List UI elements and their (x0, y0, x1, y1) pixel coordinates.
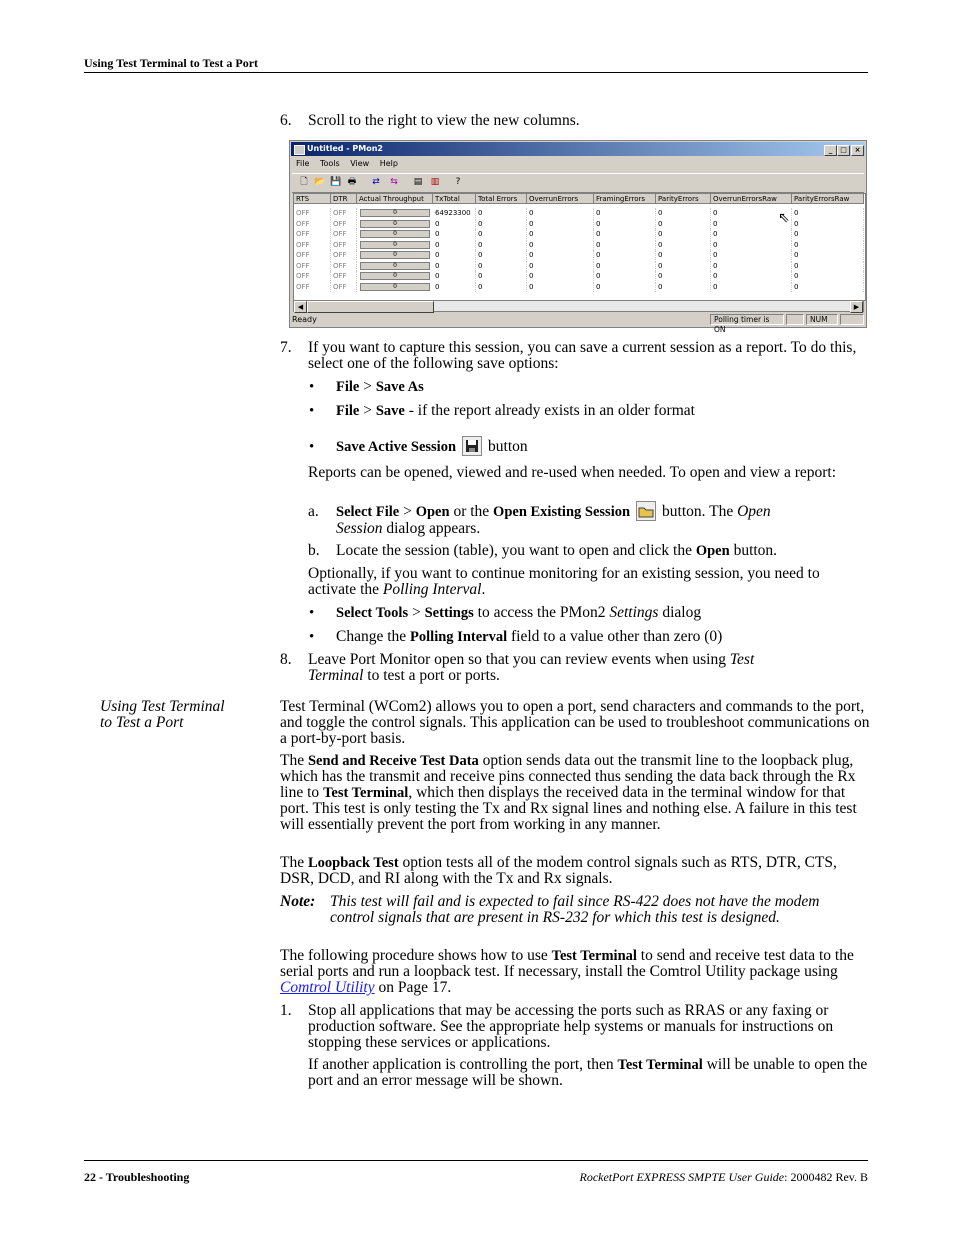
table-cell: OFF (294, 250, 331, 260)
table-cell: 0 (476, 282, 527, 292)
bullet: • (309, 605, 315, 621)
menu-file[interactable]: File (296, 159, 310, 168)
table-cell: 0 (656, 240, 711, 250)
table-cell: 0 (594, 240, 656, 250)
mouse-cursor-icon: ⇖ (778, 210, 790, 226)
separator: > (399, 503, 416, 520)
new-icon[interactable]: 🗋 (300, 177, 308, 187)
table-cell: 0 (656, 219, 711, 229)
table-cell: 0 (476, 250, 527, 260)
help-icon[interactable]: ? (455, 177, 461, 187)
bullet-text: - if the report already exists in an older format (404, 402, 695, 419)
note-text: This test will fail and is expected to fail since RS-422 does not have the modem control signals that are present in RS-232 for which this test is designed. (330, 893, 820, 926)
bullet-text: dialog (658, 604, 702, 621)
footer-rule (84, 1160, 868, 1161)
table-cell: 0 (711, 240, 792, 250)
throughput-bar: 0 (360, 220, 430, 228)
paragraph-text: option sends data out the transmit line to the loopback plug, which has the transmit and receive pins connected thus sending the data back through the Rx line to (280, 752, 856, 801)
paragraph-text: If another application is controlling the port, then (308, 1056, 618, 1073)
section-paragraph-4 (280, 948, 870, 996)
menu-tools[interactable]: Tools (319, 159, 340, 168)
button-name: Open Existing Session (493, 504, 631, 520)
option-name: Loopback Test (307, 855, 399, 871)
bullet: • (309, 629, 315, 645)
dialog-name: Open (737, 503, 771, 520)
step-8-number: 8. (280, 651, 292, 668)
dialog-name: Settings (609, 604, 659, 621)
status-num: NUM (806, 314, 838, 325)
sub-step-text: or the (449, 503, 494, 520)
list2-icon[interactable]: ▥ (430, 177, 440, 187)
table-cell: 0 (433, 229, 476, 239)
app-name: Test (729, 651, 755, 668)
column-header[interactable]: ParityErrors (656, 194, 711, 204)
option-name: Send and Receive Test Data (307, 753, 479, 769)
table-cell: 0 (476, 261, 527, 271)
table-cell: OFF (331, 229, 357, 239)
paragraph-text: The (280, 854, 308, 871)
bullet-save-active-session (336, 436, 528, 456)
column-header[interactable]: OverrunErrors (527, 194, 594, 204)
step-1-followup (308, 1057, 870, 1089)
section-paragraph-1: Test Terminal (WCom2) allows you to open a port, send characters and commands to the port, and toggle the control signals. This application can be used to troubleshoot communications on a port-by-port basis. (280, 698, 870, 747)
sub-step-b (336, 543, 777, 559)
table-cell: 0 (594, 282, 656, 292)
bullet-text: button (488, 438, 528, 455)
table-cell: 0 (476, 229, 527, 239)
bullet-text: field to a value other than zero (0) (507, 628, 723, 645)
table-cell: 0 (711, 271, 792, 281)
table-cell: OFF (331, 271, 357, 281)
bullet-text: to access the PMon2 (473, 604, 610, 621)
step-6-number: 6. (280, 112, 292, 129)
paragraph-text: . (481, 581, 486, 598)
column-header[interactable]: Total Errors (476, 194, 527, 204)
table-cell: 0 (527, 271, 594, 281)
section-paragraph-3 (280, 855, 870, 887)
table-cell: 0 (527, 250, 594, 260)
table-cell: 0 (656, 282, 711, 292)
table-cell: 0 (711, 282, 792, 292)
menu-help[interactable]: Help (379, 159, 398, 168)
sub-step-a (336, 501, 870, 537)
table-cell: 0 (792, 208, 864, 218)
app-icon (294, 145, 305, 155)
throughput-bar: 0 (360, 241, 430, 249)
table-cell: 0 (656, 229, 711, 239)
separator: > (359, 402, 376, 419)
app-name: Test Terminal (323, 785, 409, 801)
sub-step-text: dialog appears. (382, 520, 481, 537)
table-cell: OFF (331, 240, 357, 250)
footer-left: 22 - Troubleshooting (84, 1170, 190, 1184)
bullet-settings (336, 605, 701, 621)
table-cell: 0 (594, 229, 656, 239)
section-side-heading (100, 699, 225, 731)
window-titlebar (291, 142, 865, 156)
table-cell: 0 (711, 208, 792, 218)
table-cell: OFF (331, 208, 357, 218)
dialog-name: Session (336, 520, 383, 537)
paragraph-text: option tests all of the modem control signals such as RTS, DTR, CTS, DSR, DCD, and RI along with the Tx and Rx signals. (280, 854, 837, 887)
menu-path: Save As (375, 379, 424, 395)
bullet: • (309, 379, 315, 395)
column-header[interactable]: TxTotal (433, 194, 476, 204)
status-bar (292, 314, 864, 334)
scroll-left-icon[interactable]: ◀ (294, 301, 307, 313)
table-cell: 0 (711, 261, 792, 271)
table-cell: OFF (294, 271, 331, 281)
column-header[interactable]: ParityErrorsRaw (792, 194, 864, 204)
table-cell: 0 (594, 261, 656, 271)
table-cell: 0 (656, 208, 711, 218)
throughput-bar: 0 (360, 209, 430, 217)
table-cell: 0 (527, 219, 594, 229)
optional-paragraph (308, 566, 858, 598)
table-cell: 0 (711, 250, 792, 260)
step-7-text: If you want to capture this session, you can save a current session as a report. To do this, select one of the following save options: (308, 339, 857, 372)
throughput-bar: 0 (360, 251, 430, 259)
paragraph-text: to send and receive test data to the serial ports and run a loopback test. If necessary, install the Comtrol Utility package using (280, 947, 854, 980)
throughput-bar: 0 (360, 283, 430, 291)
running-header: Using Test Terminal to Test a Port (84, 56, 259, 70)
horizontal-scrollbar[interactable] (293, 300, 864, 312)
app-name: Test Terminal (617, 1057, 703, 1073)
table-cell: 0 (476, 240, 527, 250)
column-header[interactable]: OverrunErrorsRaw (711, 194, 792, 204)
sub-step-text: Locate the session (table), you want to open and click the (336, 542, 696, 559)
throughput-bar: 0 (360, 262, 430, 270)
table-cell: 0 (594, 271, 656, 281)
bullet-text: Change the (336, 628, 411, 645)
table-cell: 0 (792, 261, 864, 271)
reports-paragraph: Reports can be opened, viewed and re-used when needed. To open and view a report: (308, 464, 837, 481)
table-cell: 0 (656, 250, 711, 260)
button-name: Save Active Session (336, 439, 457, 455)
window-title: Untitled - PMon2 (307, 144, 383, 153)
button-name: Open (695, 543, 730, 559)
separator: > (408, 604, 425, 621)
table-cell: 0 (527, 240, 594, 250)
table-cell: 0 (656, 261, 711, 271)
table-cell: 0 (594, 250, 656, 260)
port2-icon[interactable]: ⇆ (390, 177, 398, 187)
note-label: Note: (280, 893, 316, 910)
step-8-text (308, 652, 870, 684)
toolbar (292, 173, 864, 193)
table-cell: 0 (711, 219, 792, 229)
print-icon[interactable]: 🖶 (347, 177, 357, 187)
save-icon (462, 436, 482, 456)
table-cell: 0 (792, 250, 864, 260)
paragraph-text: The following procedure shows how to use (280, 947, 552, 964)
table-cell: 0 (527, 208, 594, 218)
table-cell: OFF (294, 261, 331, 271)
step-text: Leave Port Monitor open so that you can review events when using (308, 651, 730, 668)
section-paragraph-2 (280, 753, 870, 833)
footer-book-title: RocketPort EXPRESS SMPTE User Guide (579, 1170, 785, 1184)
table-cell: 0 (711, 229, 792, 239)
menu-path: Open (415, 504, 450, 520)
table-cell: 0 (527, 261, 594, 271)
bullet: • (309, 439, 315, 455)
table-cell: OFF (331, 219, 357, 229)
footer-right (579, 1170, 868, 1185)
sub-label-a: a. (308, 503, 319, 520)
table-cell: 0 (792, 229, 864, 239)
minimize-button[interactable]: _ (824, 145, 837, 156)
table-cell: 0 (656, 271, 711, 281)
table-cell: 0 (594, 208, 656, 218)
paragraph-text: Optionally, if you want to continue monitoring for an existing session, you need to activate the (308, 565, 820, 598)
sub-step-text: button. (729, 542, 778, 559)
list-icon[interactable]: ▤ (413, 177, 423, 187)
table-cell: OFF (294, 208, 331, 218)
table-cell: 0 (433, 219, 476, 229)
step-1-number: 1. (280, 1002, 292, 1019)
status-empty-pane-2 (840, 314, 864, 325)
table-cell: OFF (294, 282, 331, 292)
maximize-button[interactable]: □ (837, 145, 850, 156)
footer-doc-number: : 2000482 Rev. B (784, 1170, 868, 1184)
paragraph-text: The (280, 752, 308, 769)
menu-path: File (336, 403, 360, 419)
status-empty-pane (786, 314, 804, 325)
scroll-thumb[interactable] (307, 301, 434, 313)
column-header[interactable]: DTR (331, 194, 357, 204)
menu-path: Select Tools (336, 605, 409, 621)
throughput-bar: 0 (360, 272, 430, 280)
table-cell: OFF (294, 219, 331, 229)
separator: > (359, 378, 376, 395)
table-cell: OFF (294, 229, 331, 239)
table-cell: 64923300 (433, 208, 476, 218)
table-cell: OFF (331, 282, 357, 292)
column-header[interactable]: RTS (294, 194, 331, 204)
table-cell: 0 (476, 219, 527, 229)
table-cell: 0 (433, 271, 476, 281)
menu-path: Save (375, 403, 405, 419)
bullet-save (336, 403, 695, 419)
scroll-right-icon[interactable]: ▶ (850, 301, 863, 313)
bullet: • (309, 403, 315, 419)
sub-step-text: button. The (662, 503, 738, 520)
status-polling: Polling timer is ON (710, 314, 784, 325)
table-cell: 0 (527, 282, 594, 292)
open-icon[interactable]: 📂 (314, 177, 326, 187)
table-cell: 0 (476, 271, 527, 281)
menu-path: Settings (424, 605, 474, 621)
step-text: to test a port or ports. (363, 667, 500, 684)
table-cell: 0 (594, 219, 656, 229)
column-header[interactable]: FramingErrors (594, 194, 656, 204)
field-name: Polling Interval (410, 629, 508, 645)
table-cell: 0 (433, 261, 476, 271)
sub-label-b: b. (308, 542, 320, 559)
table-cell: 0 (792, 271, 864, 281)
menu-view[interactable]: View (350, 159, 370, 168)
port-icon[interactable]: ⇄ (372, 177, 380, 187)
table-cell: 0 (792, 282, 864, 292)
table-cell: 0 (433, 240, 476, 250)
table-cell: 0 (792, 240, 864, 250)
status-ready: Ready (292, 315, 317, 324)
comtrol-utility-link[interactable]: Comtrol Utility (280, 979, 375, 996)
step-6-text: Scroll to the right to view the new columns. (308, 112, 580, 129)
table-cell: OFF (294, 240, 331, 250)
menu-bar (292, 158, 402, 170)
step-1-text: Stop all applications that may be accessing the ports such as RRAS or any faxing or production software. See the appropriate help systems or manuals for instructions on stopping these services or applications. (308, 1002, 834, 1051)
app-name: Terminal (308, 667, 364, 684)
column-header[interactable]: Actual Throughput (357, 194, 433, 204)
table-cell: 0 (527, 229, 594, 239)
bullet-save-as (336, 379, 424, 395)
table-cell: 0 (476, 208, 527, 218)
bullet-polling-interval (336, 629, 722, 645)
table-cell: 0 (433, 282, 476, 292)
side-heading-line: Using Test Terminal (100, 698, 225, 715)
table-cell: 0 (792, 219, 864, 229)
menu-path: File (336, 379, 360, 395)
side-heading-line: to Test a Port (100, 714, 184, 731)
paragraph-text: , which then displays the received data in the terminal window for that port. This test is only testing the Tx and Rx signal lines and nothing else. A failure in this test will essentially prevent the port from working in any manner. (280, 784, 857, 833)
save-icon[interactable]: 💾 (330, 177, 342, 187)
pmon2-screenshot (289, 140, 867, 334)
close-button[interactable]: × (851, 145, 864, 156)
menu-path: Select File (336, 504, 400, 520)
app-name: Test Terminal (551, 948, 637, 964)
table-cell: OFF (331, 250, 357, 260)
table-cell: OFF (331, 261, 357, 271)
paragraph-text: will be unable to open the port and an error message will be shown. (308, 1056, 868, 1089)
table-cell: 0 (433, 250, 476, 260)
step-7-number: 7. (280, 339, 292, 356)
paragraph-text: on Page 17. (374, 979, 452, 996)
open-folder-icon (636, 501, 656, 521)
field-name: Polling Interval (382, 581, 482, 598)
throughput-bar: 0 (360, 230, 430, 238)
header-rule (84, 72, 868, 73)
